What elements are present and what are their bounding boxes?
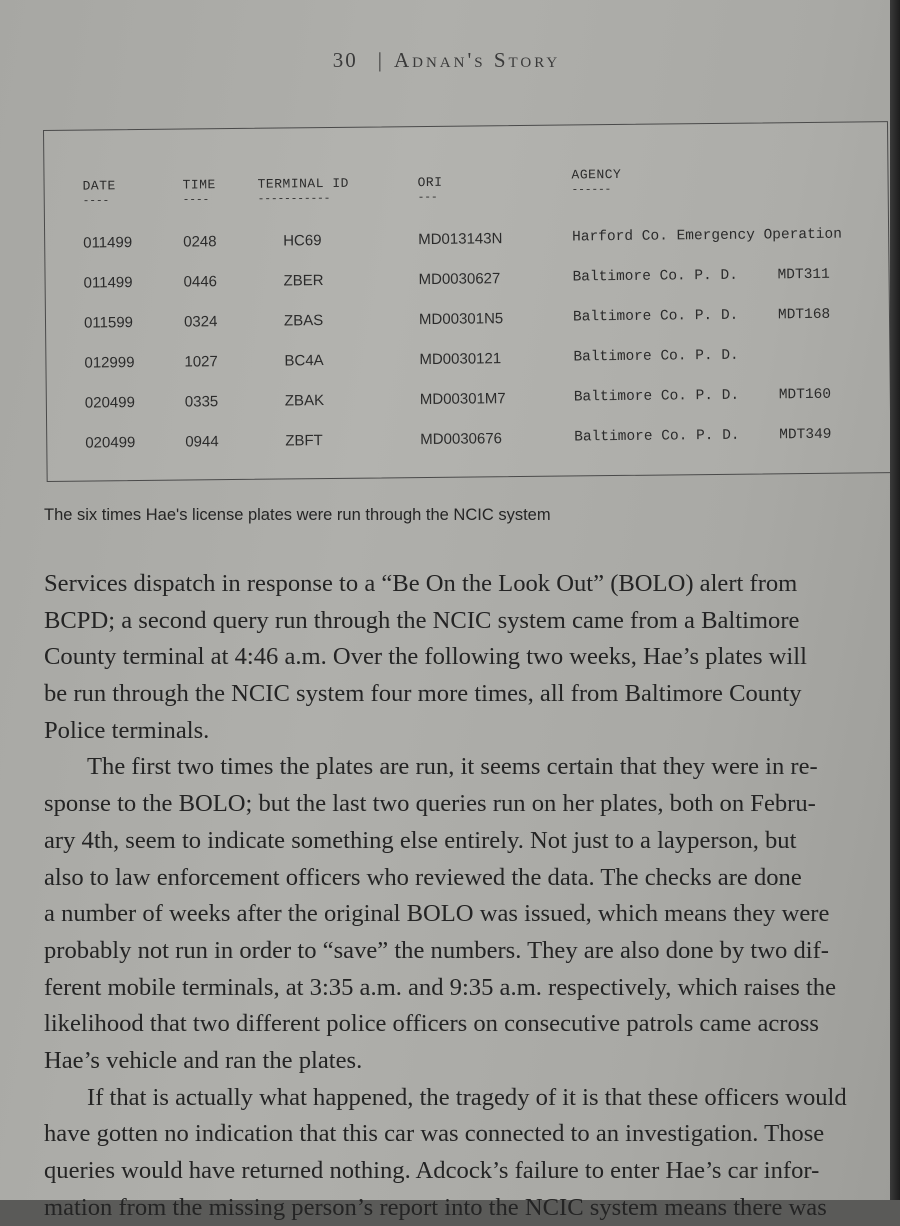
text-line: Services dispatch in response to a “Be On the Look Out” (BOLO) alert from <box>44 570 798 597</box>
cell-terminal-id: HC69 <box>283 232 322 250</box>
ncic-query-table <box>44 122 891 481</box>
text-line: ary 4th, seem to indicate something else entirely. Not just to a layperson, but <box>44 826 797 854</box>
cell-date: 020499 <box>84 394 136 412</box>
cell-date: 011499 <box>83 274 133 292</box>
text-line: likelihood that two different police officers on consecutive patrols came across <box>44 1010 819 1038</box>
header-underline: --- <box>417 191 438 205</box>
cell-ori: MD00301N5 <box>418 310 504 329</box>
cell-unit: MDT311 <box>777 266 830 284</box>
text-line: be run through the NCIC system four more times, all from Baltimore County <box>44 680 802 708</box>
text-line: BCPD; a second query run through the NCIC system came from a Baltimore <box>44 606 800 634</box>
header-time: TIME <box>182 177 216 193</box>
cell-date: 012999 <box>84 354 135 372</box>
cell-ori: MD0030627 <box>418 270 501 289</box>
text-line: County terminal at 4:46 a.m. Over the following two weeks, Hae’s plates will <box>44 643 807 671</box>
cell-agency: Baltimore Co. P. D. <box>572 307 739 326</box>
text-line: Police terminals. <box>44 716 210 744</box>
text-line: queries would have returned nothing. Adcock’s failure to enter Hae’s car infor- <box>44 1157 820 1184</box>
table-row <box>47 386 890 419</box>
cell-date: 011599 <box>83 314 134 332</box>
cell-unit: MDT160 <box>778 386 832 404</box>
text-line: If that is actually what happened, the tragedy of it is that these officers would <box>87 1083 847 1111</box>
text-line: ferent mobile terminals, at 3:35 a.m. and 9:35 a.m. respectively, which raises the <box>44 973 836 1001</box>
header-underline: ------ <box>571 184 612 197</box>
cell-terminal-id: ZBAS <box>283 312 324 330</box>
cell-terminal-id: ZBER <box>283 272 324 290</box>
page-number: 30 <box>332 48 358 72</box>
cell-agency: Baltimore Co. P. D. <box>572 267 738 286</box>
header-separator: | <box>377 48 384 72</box>
cell-ori: MD00301M7 <box>419 390 506 409</box>
cell-time: 0248 <box>183 233 217 251</box>
cell-time: 0446 <box>183 273 218 291</box>
header-agency: AGENCY <box>571 166 622 183</box>
table-row <box>47 426 890 459</box>
table-row <box>45 226 888 259</box>
table-header-row <box>45 166 888 208</box>
table-row <box>46 346 889 379</box>
table-row <box>46 266 889 299</box>
photo-edge <box>890 0 900 1200</box>
cell-time: 0324 <box>183 313 218 331</box>
cell-agency: Harford Co. Emergency Operation <box>572 226 842 246</box>
cell-date: 011499 <box>83 234 133 252</box>
cell-agency: Baltimore Co. P. D. <box>573 347 739 366</box>
text-line: probably not run in order to “save” the numbers. They are also done by two dif- <box>44 936 829 964</box>
cell-time: 0335 <box>184 393 219 411</box>
text-line: sponse to the BOLO; but the last two queries run on her plates, both on Febru- <box>44 790 816 818</box>
cell-agency: Baltimore Co. P. D. <box>574 427 740 446</box>
text-line: a number of weeks after the original BOLO was issued, which means they were <box>44 900 830 928</box>
header-underline: ---- <box>82 195 110 208</box>
cell-terminal-id: BC4A <box>284 352 324 370</box>
cell-time: 0944 <box>185 433 219 451</box>
header-underline: ---- <box>182 194 210 207</box>
ncic-table-frame <box>43 121 892 482</box>
running-head <box>0 48 893 73</box>
cell-date: 020499 <box>85 434 136 452</box>
cell-unit: MDT349 <box>779 426 832 444</box>
cell-unit: MDT168 <box>777 306 831 324</box>
table-caption: The six times Hae's license plates were run through the NCIC system <box>44 506 551 524</box>
text-line: have gotten no indication that this car was connected to an investigation. Those <box>44 1120 825 1148</box>
cell-ori: MD0030121 <box>419 350 502 369</box>
text-line: The first two times the plates are run, it seems certain that they were in re- <box>87 753 818 781</box>
cell-time: 1027 <box>184 353 218 371</box>
header-ori: ORI <box>417 174 443 191</box>
cell-terminal-id: ZBFT <box>285 432 323 450</box>
header-date: DATE <box>82 178 116 194</box>
book-title: Adnan's Story <box>393 48 561 72</box>
text-line: Hae’s vehicle and ran the plates. <box>44 1046 363 1074</box>
text-line: mation from the missing person’s report into the NCIC system means there was <box>44 1193 827 1221</box>
header-underline: ----------- <box>257 192 331 206</box>
cell-ori: MD013143N <box>418 230 503 249</box>
table-row <box>46 306 889 339</box>
header-terminal-id: TERMINAL ID <box>257 175 349 192</box>
cell-ori: MD0030676 <box>420 430 503 449</box>
body-text <box>44 566 894 1226</box>
text-line: also to law enforcement officers who reviewed the data. The checks are done <box>44 863 802 891</box>
cell-terminal-id: ZBAK <box>284 392 325 410</box>
cell-agency: Baltimore Co. P. D. <box>573 387 740 406</box>
